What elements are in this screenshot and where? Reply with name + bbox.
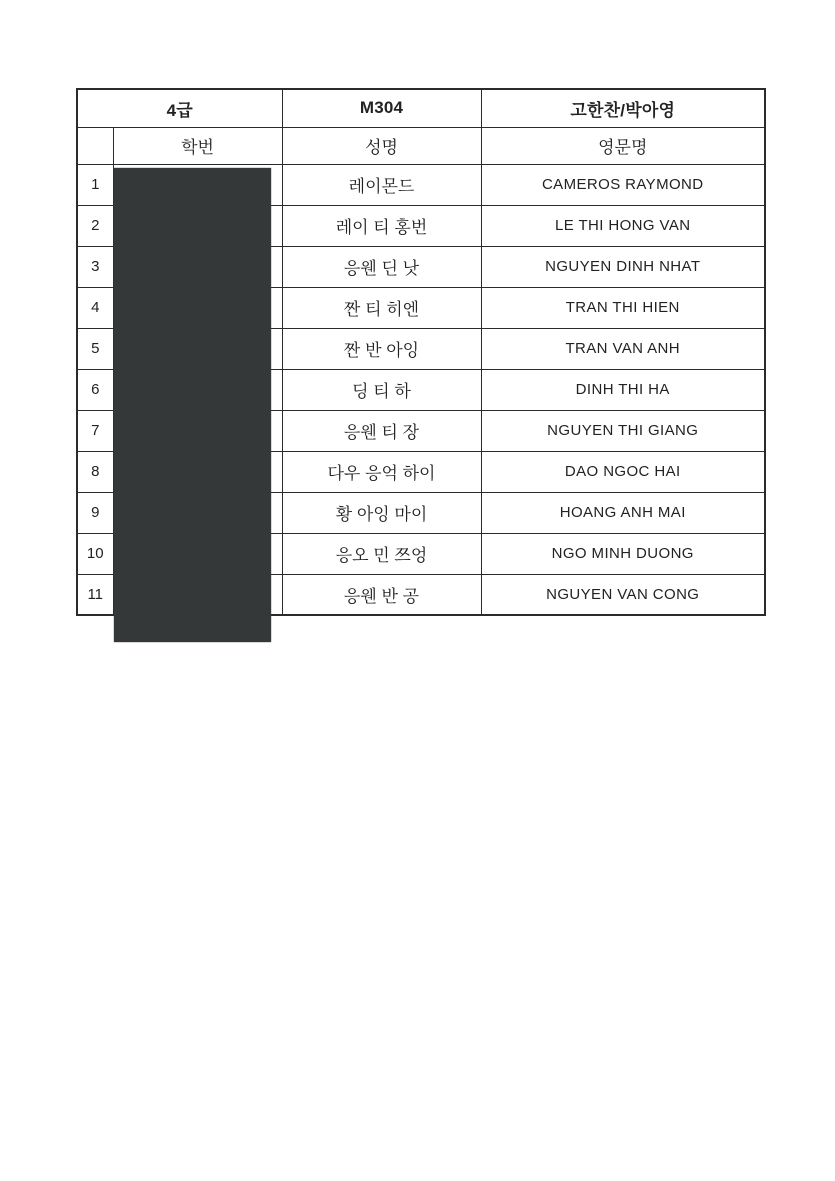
english-name: NGO MINH DUONG <box>481 533 765 574</box>
english-name: DAO NGOC HAI <box>481 451 765 492</box>
english-name-column-header: 영문명 <box>481 127 765 164</box>
class-code-cell: M304 <box>282 89 481 127</box>
instructors-cell: 고한찬/박아영 <box>481 89 765 127</box>
english-name: DINH THI HA <box>481 369 765 410</box>
english-name: NGUYEN THI GIANG <box>481 410 765 451</box>
student-roster-table <box>76 88 766 616</box>
row-number: 11 <box>77 574 113 615</box>
empty-corner-cell <box>77 127 113 164</box>
english-name: NGUYEN VAN CONG <box>481 574 765 615</box>
row-number: 7 <box>77 410 113 451</box>
student-id-column-header: 학번 <box>113 127 282 164</box>
row-number: 4 <box>77 287 113 328</box>
row-number: 3 <box>77 246 113 287</box>
english-name: CAMEROS RAYMOND <box>481 164 765 205</box>
class-level-cell: 4급 <box>77 89 282 127</box>
row-number: 9 <box>77 492 113 533</box>
row-number: 10 <box>77 533 113 574</box>
korean-name: 짠 티 히엔 <box>282 287 481 328</box>
korean-name: 레이 티 홍번 <box>282 205 481 246</box>
korean-name: 딩 티 하 <box>282 369 481 410</box>
korean-name: 짠 반 아잉 <box>282 328 481 369</box>
korean-name: 응웬 반 공 <box>282 574 481 615</box>
redaction-block <box>114 168 271 642</box>
column-header-row <box>77 127 765 164</box>
table-title-row <box>77 89 765 127</box>
english-name: LE THI HONG VAN <box>481 205 765 246</box>
name-column-header: 성명 <box>282 127 481 164</box>
row-number: 1 <box>77 164 113 205</box>
korean-name: 응오 민 쯔엉 <box>282 533 481 574</box>
row-number: 5 <box>77 328 113 369</box>
english-name: NGUYEN DINH NHAT <box>481 246 765 287</box>
row-number: 8 <box>77 451 113 492</box>
korean-name: 응웬 딘 낫 <box>282 246 481 287</box>
korean-name: 황 아잉 마이 <box>282 492 481 533</box>
row-number: 2 <box>77 205 113 246</box>
row-number: 6 <box>77 369 113 410</box>
english-name: TRAN THI HIEN <box>481 287 765 328</box>
english-name: HOANG ANH MAI <box>481 492 765 533</box>
korean-name: 레이몬드 <box>282 164 481 205</box>
english-name: TRAN VAN ANH <box>481 328 765 369</box>
korean-name: 다우 응억 하이 <box>282 451 481 492</box>
korean-name: 응웬 티 장 <box>282 410 481 451</box>
